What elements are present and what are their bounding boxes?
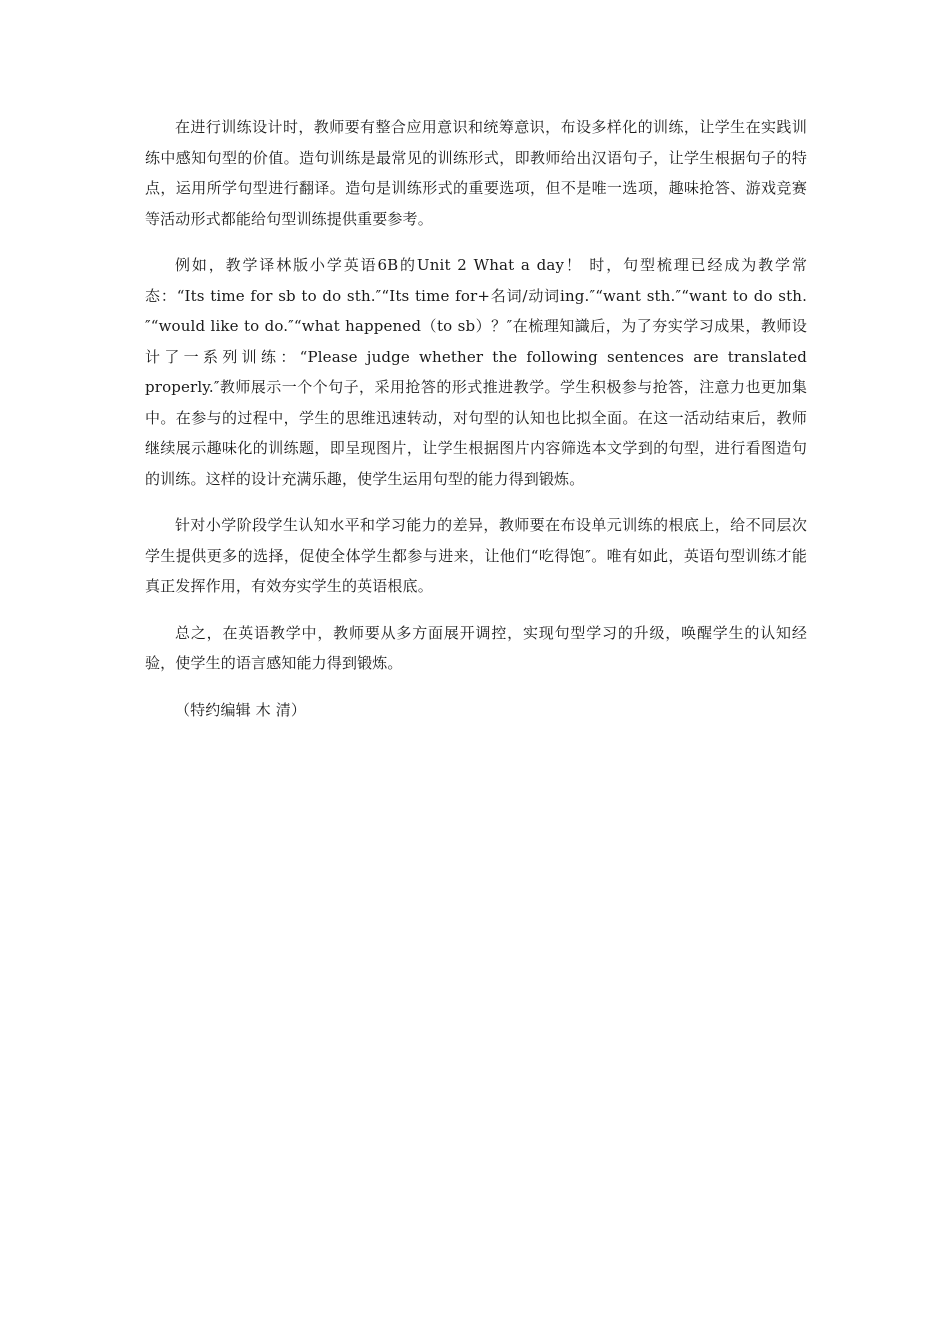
paragraph-training-design: 在进行训练设计时，教师要有整合应用意识和统筹意识，布设多样化的训练，让学生在实践训练中感知句型的价值。造句训练是最常见的训练形式，即教师给出汉语句子，让学生根据句子的特点，运用所学句型进行翻译。造句是训练形式的重要选项，但不是唯一选项，趣味抢答、游戏竞赛等活动形式都能给句型训练提供重要参考。 — [145, 118, 807, 228]
editor-signature: （特约编辑 木 清） — [175, 700, 307, 719]
paragraph-conclusion: 总之，在英语教学中，教师要从多方面展开调控，实现句型学习的升级，唤醒学生的认知经验，使学生的语言感知能力得到锻炼。 — [145, 623, 807, 672]
paragraph-differentiation: 针对小学阶段学生认知水平和学习能力的差异，教师要在布设单元训练的根底上，给不同层次学生提供更多的选择，促使全体学生都参与进来，让他们“吃得饱″。唯有如此，英语句型训练才能真正发挥作用，有效夯实学生的英语根底。 — [145, 516, 807, 595]
paragraph-example-unit2: 例如，教学译林版小学英语6B的Unit 2 What a day！ 时，句型梳理已经成为教学常态：“Its time for sb to do sth.″“Its time for+名词/动词ing.″“want sth.″“want to do sth.″“would like to do.″“what happened（to sb）？″在梳理知識后，为了夯实学习成果，教师设计了一系列训练：“Please judge whether the following sentences are translated properly.″教师展示一个个句子，采用抢答的形式推进教学。学生积极参与抢答，注意力也更加集中。在参与的过程中，学生的思维迅速转动，对句型的认知也比拟全面。在这一活动结束后，教师继续展示趣味化的训练题，即呈现图片，让学生根据图片内容筛选本文学到的句型，进行看图造句的训练。这样的设计充满乐趣，使学生运用句型的能力得到锻炼。 — [145, 256, 807, 488]
document-body — [145, 112, 807, 741]
